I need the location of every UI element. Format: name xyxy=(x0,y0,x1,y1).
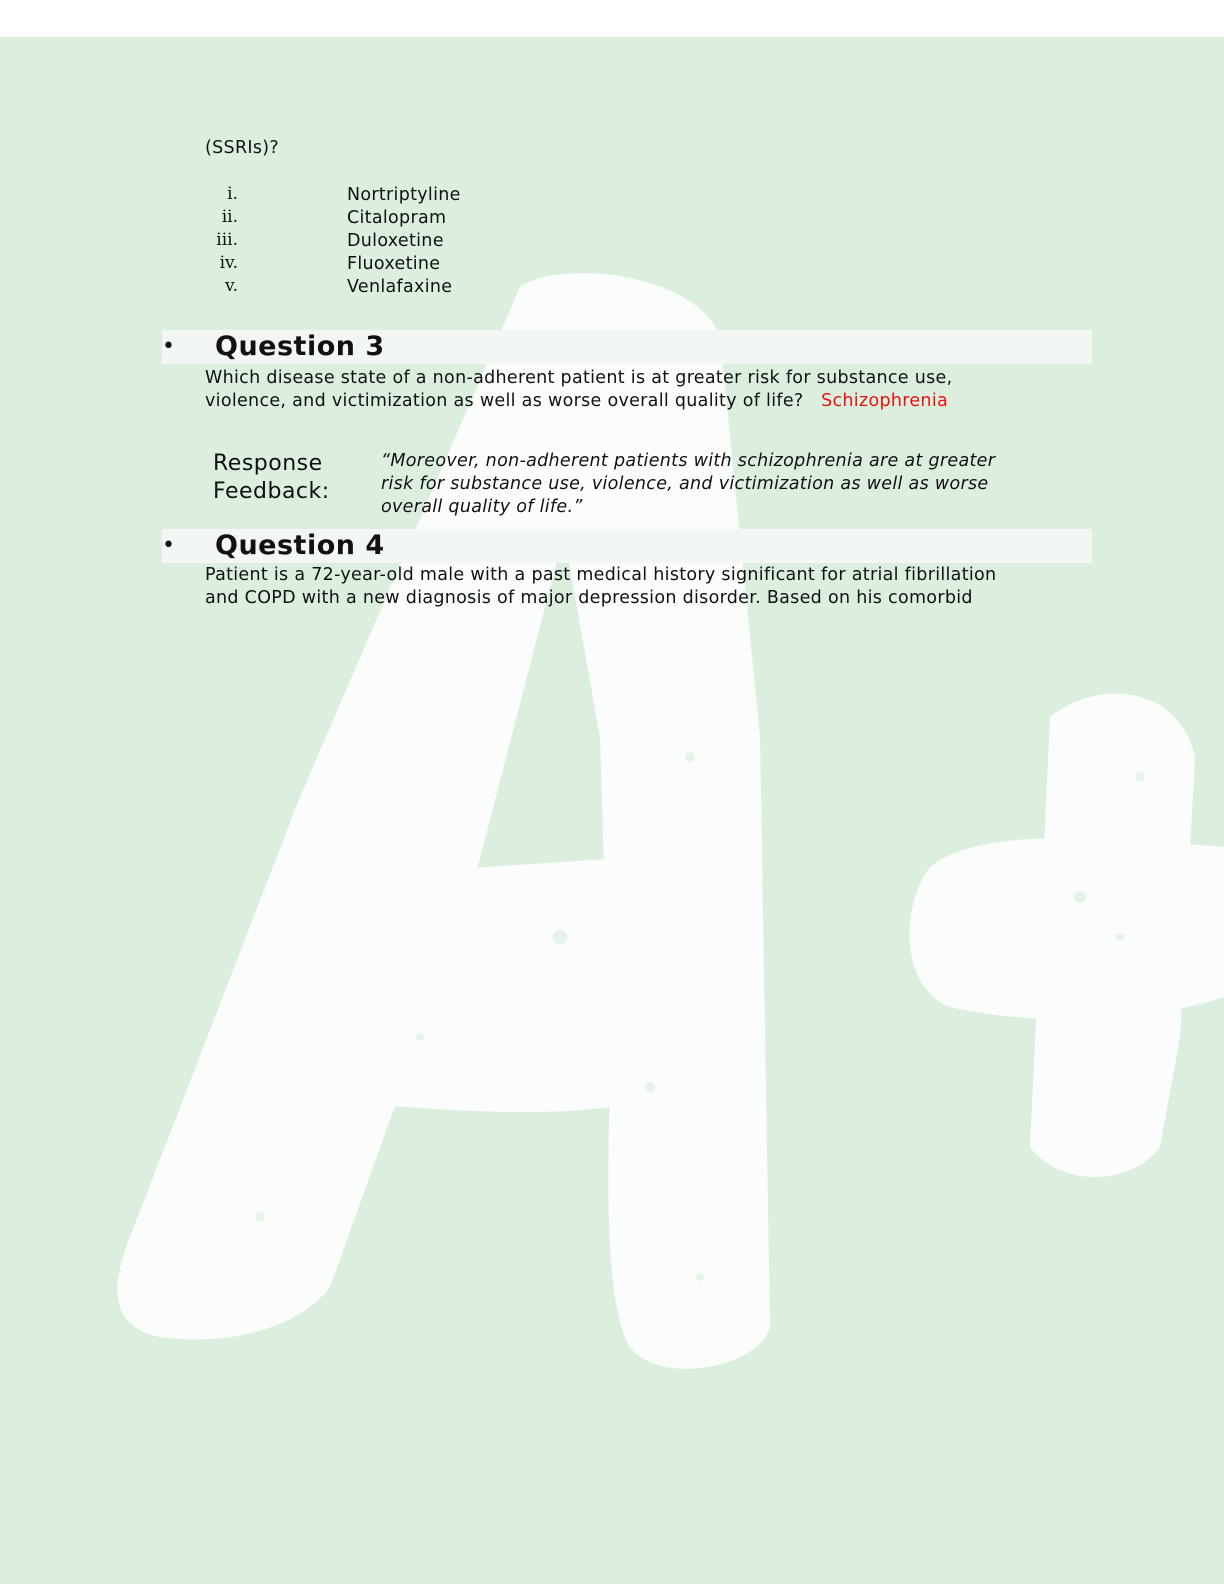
option-numeral: v. xyxy=(225,276,238,296)
option-text: Nortriptyline xyxy=(347,185,461,205)
question-fragment: (SSRIs)? xyxy=(205,138,279,158)
a-plus-background-art xyxy=(0,37,1224,1584)
option-numeral: i. xyxy=(227,184,238,204)
document-page xyxy=(0,37,1224,1584)
question-4-text-line2: and COPD with a new diagnosis of major depression disorder. Based on his comorbid xyxy=(205,588,973,608)
option-text: Fluoxetine xyxy=(347,254,441,274)
option-text: Venlafaxine xyxy=(347,277,453,297)
question-4-title: Question 4 xyxy=(215,530,385,561)
question-4-bullet: • xyxy=(162,533,175,558)
response-feedback-text-line1: “Moreover, non-adherent patients with schizophrenia are at greater xyxy=(381,451,996,471)
question-3-bullet: • xyxy=(162,334,175,359)
question-3-title: Question 3 xyxy=(215,331,385,362)
option-text: Citalopram xyxy=(347,208,447,228)
response-feedback-label-line1: Response xyxy=(213,451,323,476)
option-numeral: iii. xyxy=(216,230,238,250)
response-feedback-text-line2: risk for substance use, violence, and victimization as well as worse xyxy=(381,474,989,494)
question-3-text-line1: Which disease state of a non-adherent patient is at greater risk for substance use, xyxy=(205,368,953,388)
response-feedback-label-line2: Feedback: xyxy=(213,479,330,504)
option-text: Duloxetine xyxy=(347,231,444,251)
response-feedback-text-line3: overall quality of life.” xyxy=(381,497,583,517)
question-3-text-line2-content: violence, and victimization as well as worse overall quality of life? xyxy=(205,391,804,411)
option-numeral: ii. xyxy=(221,207,238,227)
question-3-text-line2 xyxy=(205,390,948,413)
question-3-answer: Schizophrenia xyxy=(821,391,949,411)
question-4-text-line1: Patient is a 72-year-old male with a past medical history significant for atrial fibrillation xyxy=(205,565,997,585)
option-numeral: iv. xyxy=(219,253,238,273)
